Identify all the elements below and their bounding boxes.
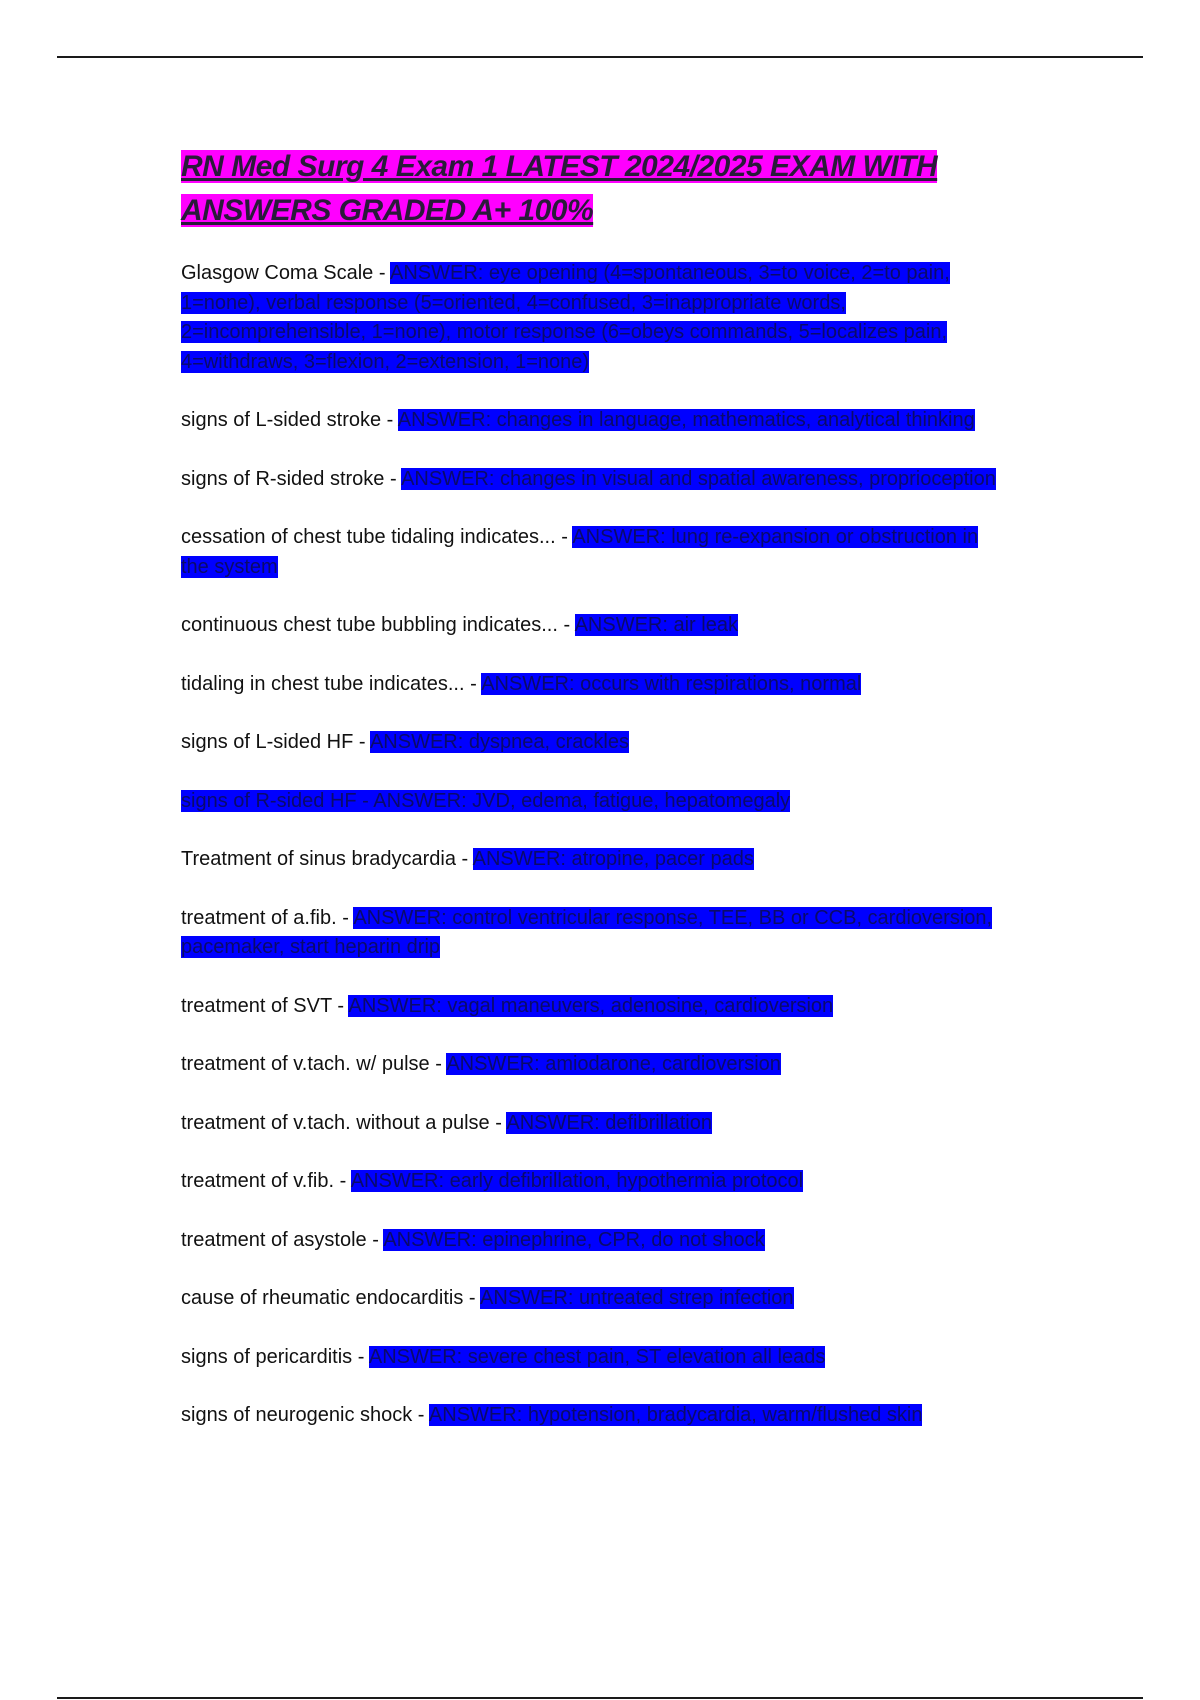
top-rule	[57, 56, 1143, 58]
answer-text: ANSWER: epinephrine, CPR, do not shock	[383, 1228, 765, 1251]
qa-item	[181, 1284, 1011, 1314]
qa-item	[181, 845, 1011, 875]
question-text: treatment of a.fib. -	[181, 906, 354, 929]
question-text: cause of rheumatic endocarditis -	[181, 1287, 481, 1309]
document-title-text: RN Med Surg 4 Exam 1 LATEST 2024/2025 EXAM WITH ANSWERS GRADED A+ 100%	[181, 150, 938, 227]
qa-item	[181, 259, 1011, 377]
question-text: treatment of v.tach. w/ pulse -	[181, 1053, 447, 1075]
qa-item	[181, 1401, 1011, 1431]
qa-item	[181, 465, 1011, 495]
question-text: signs of L-sided HF -	[181, 731, 370, 753]
answer-text: ANSWER: severe chest pain, ST elevation all leads	[368, 1345, 826, 1368]
qa-item	[181, 1226, 1011, 1256]
answer-text: ANSWER: lung re-expansion or obstruction in the system	[181, 526, 979, 578]
qa-item	[181, 1050, 1011, 1080]
answer-text: ANSWER: defibrillation	[506, 1111, 712, 1134]
question-text: treatment of SVT -	[181, 994, 349, 1017]
qa-item	[181, 611, 1011, 641]
answer-text: ANSWER: hypotension, bradycardia, warm/flushed skin	[428, 1404, 923, 1426]
qa-item	[181, 787, 1011, 817]
qa-item	[181, 728, 1011, 758]
answer-text: signs of R-sided HF - ANSWER: JVD, edema, fatigue, hepatomegaly	[181, 789, 791, 812]
qa-item	[181, 904, 1011, 963]
question-text: treatment of v.fib. -	[181, 1170, 351, 1192]
question-text: Glasgow Coma Scale -	[181, 262, 390, 284]
answer-text: ANSWER: vagal maneuvers, adenosine, cardioversion	[348, 994, 834, 1017]
answer-text: ANSWER: untreated strep infection	[480, 1287, 794, 1309]
answer-text: ANSWER: early defibrillation, hypothermia protocol	[350, 1170, 804, 1192]
question-text: cessation of chest tube tidaling indicates... -	[181, 526, 573, 548]
qa-item	[181, 406, 1011, 436]
answer-text: ANSWER: occurs with respirations, normal	[481, 672, 862, 695]
answer-text: ANSWER: control ventricular response, TEE, BB or CCB, cardioversion, pacemaker, start heparin drip	[181, 906, 993, 958]
qa-list	[181, 259, 1011, 1431]
qa-item	[181, 1167, 1011, 1197]
question-text: treatment of asystole -	[181, 1228, 384, 1251]
question-text: continuous chest tube bubbling indicates... -	[181, 614, 575, 636]
qa-item	[181, 1109, 1011, 1139]
answer-text: ANSWER: dyspnea, crackles	[369, 731, 629, 753]
qa-item	[181, 1343, 1011, 1373]
answer-text: ANSWER: changes in language, mathematics, analytical thinking	[397, 409, 975, 431]
question-text: signs of R-sided stroke -	[181, 467, 402, 490]
qa-item	[181, 523, 1011, 582]
answer-text: ANSWER: eye opening (4=spontaneous, 3=to voice, 2=to pain, 1=none), verbal response (5=oriented, 4=confused, 3=inappropriate words, 2=incomprehensible, 1=none), motor response (6=obeys commands, 5=localizes pain, 4=withdraws, 3=flexion, 2=extension, 1=none)	[181, 262, 950, 373]
question-text: signs of pericarditis -	[181, 1345, 369, 1368]
answer-text: ANSWER: amiodarone, cardioversion	[446, 1053, 781, 1075]
answer-text: ANSWER: air leak	[574, 614, 738, 636]
question-text: Treatment of sinus bradycardia -	[181, 848, 473, 870]
answer-text: ANSWER: atropine, pacer pads	[472, 848, 754, 870]
document-title	[181, 145, 1011, 233]
bottom-rule	[57, 1697, 1143, 1699]
qa-item	[181, 992, 1011, 1022]
question-text: signs of L-sided stroke -	[181, 409, 398, 431]
qa-item	[181, 670, 1011, 700]
answer-text: ANSWER: changes in visual and spatial awareness, proprioception	[401, 467, 996, 490]
document-body	[181, 145, 1011, 1460]
question-text: signs of neurogenic shock -	[181, 1404, 429, 1426]
question-text: tidaling in chest tube indicates... -	[181, 672, 482, 695]
question-text: treatment of v.tach. without a pulse -	[181, 1111, 507, 1134]
